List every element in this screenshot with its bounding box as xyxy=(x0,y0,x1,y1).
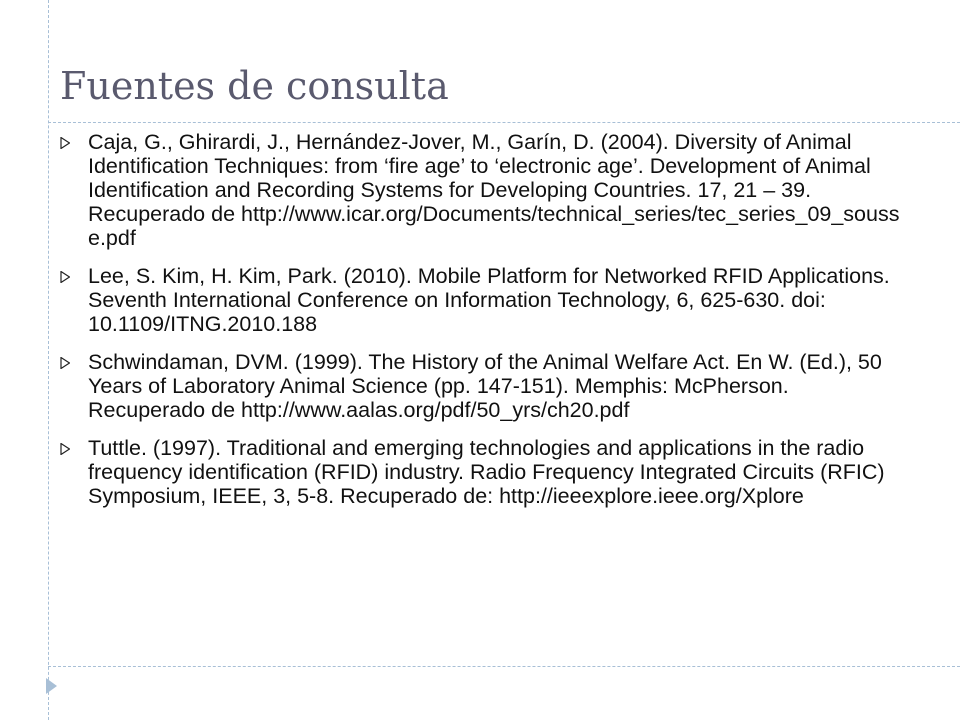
reference-url[interactable]: http://www.icar.org/Documents/technical_series/tec_series_09_sousse.pdf xyxy=(88,202,900,250)
slide-title: Fuentes de consulta xyxy=(60,64,449,108)
triangle-right-icon xyxy=(60,443,70,455)
reference-text: Caja, G., Ghirardi, J., Hernández-Jover, M., Garín, D. (2004). Diversity of Animal Identification Techniques: from ‘fire age’ to ‘electronic age’. Development of Animal Identification and Recording Systems for Developing Countries. 17, 21 – 39. Recuperado de http://www.icar.org/Documents/technical_series/tec_series_09_sousse.pdf xyxy=(88,130,900,250)
triangle-right-icon xyxy=(60,137,70,149)
reference-text: Lee, S. Kim, H. Kim, Park. (2010). Mobile Platform for Networked RFID Applications. Seventh International Conference on Information Technology, 6, 625-630. doi: 10.1109/ITNG.2010.188 xyxy=(88,264,890,336)
reference-item xyxy=(60,130,900,250)
corner-triangle-icon xyxy=(44,677,58,695)
left-dashed-rule xyxy=(48,0,49,720)
footer-dashed-rule xyxy=(48,666,960,667)
triangle-right-icon xyxy=(60,271,70,283)
reference-item xyxy=(60,436,900,508)
reference-text: Tuttle. (1997). Traditional and emerging technologies and applications in the radio frequency identification (RFID) industry. Radio Frequency Integrated Circuits (RFIC) Symposium, IEEE, 3, 5-8. Recuperado de: http://ieeexplore.ieee.org/Xplore xyxy=(88,436,885,508)
reference-text: Schwindaman, DVM. (1999). The History of the Animal Welfare Act. En W. (Ed.), 50 Years of Laboratory Animal Science (pp. 147-151). Memphis: McPherson. Recuperado de http://www.aalas.org/pdf/50_yrs/ch20.pdf xyxy=(88,350,882,422)
title-dashed-rule xyxy=(48,122,960,123)
reference-item xyxy=(60,350,900,422)
triangle-right-icon xyxy=(60,357,70,369)
reference-list xyxy=(60,130,900,522)
reference-item xyxy=(60,264,900,336)
reference-url[interactable]: http://www.aalas.org/pdf/50_yrs/ch20.pdf xyxy=(241,398,630,422)
